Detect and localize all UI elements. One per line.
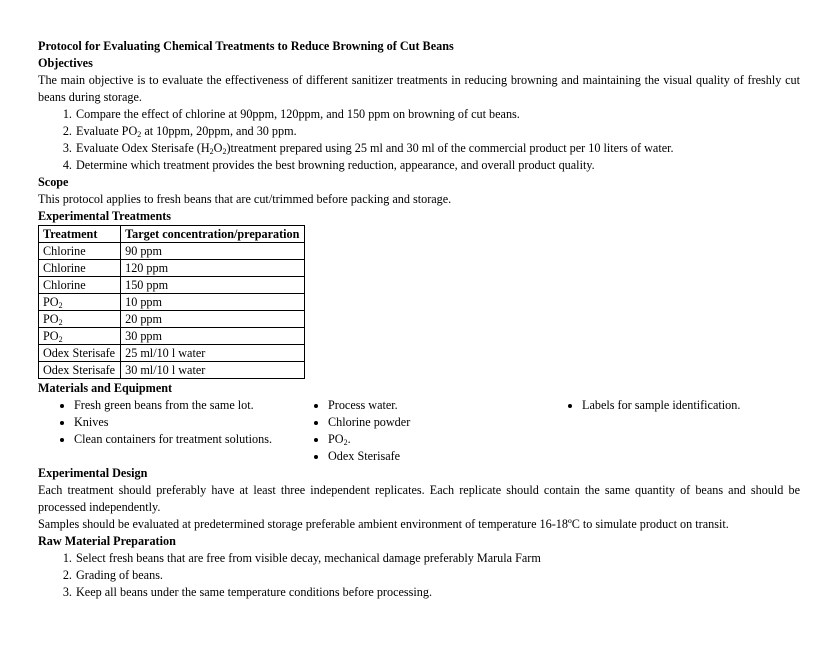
table-row bbox=[39, 345, 305, 362]
table-cell-concentration: 150 ppm bbox=[121, 277, 305, 294]
raw-material-item: 3. Keep all beans under the same temperature conditions before processing. bbox=[75, 584, 800, 601]
table-row bbox=[39, 243, 305, 260]
raw-material-item: 1. Select fresh beans that are free from visible decay, mechanical damage preferably Marula Farm bbox=[75, 550, 800, 567]
raw-material-item: 2. Grading of beans. bbox=[75, 567, 800, 584]
objectives-intro: The main objective is to evaluate the effectiveness of different sanitizer treatments in reducing browning and maintaining the visual quality of freshly cut beans during storage. bbox=[38, 73, 800, 104]
table-cell-concentration: 10 ppm bbox=[121, 294, 305, 311]
materials-list-column-3 bbox=[546, 397, 800, 465]
table-row bbox=[39, 311, 305, 328]
scope-text: This protocol applies to fresh beans that are cut/trimmed before packing and storage. bbox=[38, 192, 452, 206]
list-item: $PO_2$. bbox=[328, 431, 546, 448]
treatments-table bbox=[38, 225, 305, 379]
table-cell-treatment: $PO_2$ bbox=[39, 328, 121, 345]
table-cell-treatment: $PO_2$ bbox=[39, 311, 121, 328]
materials-columns bbox=[38, 397, 800, 465]
document-title: Protocol for Evaluating Chemical Treatments to Reduce Browning of Cut Beans bbox=[38, 39, 454, 53]
table-cell-treatment: Chlorine bbox=[39, 260, 121, 277]
scope-heading: Scope bbox=[38, 175, 69, 189]
column-header-concentration: Target concentration/preparation bbox=[121, 226, 305, 243]
table-cell-concentration: 90 ppm bbox=[121, 243, 305, 260]
materials-list-column-1 bbox=[38, 397, 292, 465]
materials-list-column-2 bbox=[292, 397, 546, 465]
table-cell-treatment: Odex Sterisafe bbox=[39, 345, 121, 362]
list-item: Labels for sample identification. bbox=[582, 397, 800, 414]
treatments-heading: Experimental Treatments bbox=[38, 209, 172, 223]
design-paragraph-2: Samples should be evaluated at predetermined storage preferable ambient environment of temperature 16-18ºC to simulate product on transit. bbox=[38, 517, 729, 531]
table-cell-concentration: 30 ml/10 l water bbox=[121, 362, 305, 379]
design-heading: Experimental Design bbox=[38, 466, 148, 480]
table-cell-treatment: Chlorine bbox=[39, 243, 121, 260]
table-row bbox=[39, 328, 305, 345]
document-content bbox=[38, 38, 800, 601]
list-item: Odex Sterisafe bbox=[328, 448, 546, 465]
objectives-list bbox=[38, 106, 800, 174]
table-cell-treatment: Odex Sterisafe bbox=[39, 362, 121, 379]
list-item: Fresh green beans from the same lot. bbox=[74, 397, 292, 414]
raw-material-list bbox=[38, 550, 800, 601]
objective-item: 4. Determine which treatment provides the best browning reduction, appearance, and overall product quality. bbox=[75, 157, 800, 174]
table-cell-concentration: 30 ppm bbox=[121, 328, 305, 345]
objectives-heading: Objectives bbox=[38, 56, 93, 70]
table-cell-concentration: 25 ml/10 l water bbox=[121, 345, 305, 362]
table-cell-treatment: $PO_2$ bbox=[39, 294, 121, 311]
raw-material-heading: Raw Material Preparation bbox=[38, 534, 176, 548]
column-header-treatment: Treatment bbox=[39, 226, 121, 243]
materials-heading: Materials and Equipment bbox=[38, 381, 173, 395]
table-header-row bbox=[39, 226, 305, 243]
list-item: Chlorine powder bbox=[328, 414, 546, 431]
list-item: Clean containers for treatment solutions. bbox=[74, 431, 292, 448]
table-cell-treatment: Chlorine bbox=[39, 277, 121, 294]
table-row bbox=[39, 294, 305, 311]
table-cell-concentration: 120 ppm bbox=[121, 260, 305, 277]
objective-item: 1. Compare the effect of chlorine at 90ppm, 120ppm, and 150 ppm on browning of cut beans. bbox=[75, 106, 800, 123]
table-cell-concentration: 20 ppm bbox=[121, 311, 305, 328]
table-row bbox=[39, 260, 305, 277]
objective-item: 3. Evaluate Odex Sterisafe $(H_2O_2)treatment$ prepared using 25 ml and 30 ml of the commercial product per 10 liters of water. bbox=[75, 140, 800, 157]
design-paragraph-1: Each treatment should preferably have at least three independent replicates. Each replicate should contain the same quantity of beans and should be processed independently. bbox=[38, 483, 800, 514]
table-row bbox=[39, 277, 305, 294]
list-item: Process water. bbox=[328, 397, 546, 414]
table-row bbox=[39, 362, 305, 379]
list-item: Knives bbox=[74, 414, 292, 431]
objective-item: 2. Evaluate $PO_2$ at 10ppm, 20ppm, and 30 ppm. bbox=[75, 123, 800, 140]
